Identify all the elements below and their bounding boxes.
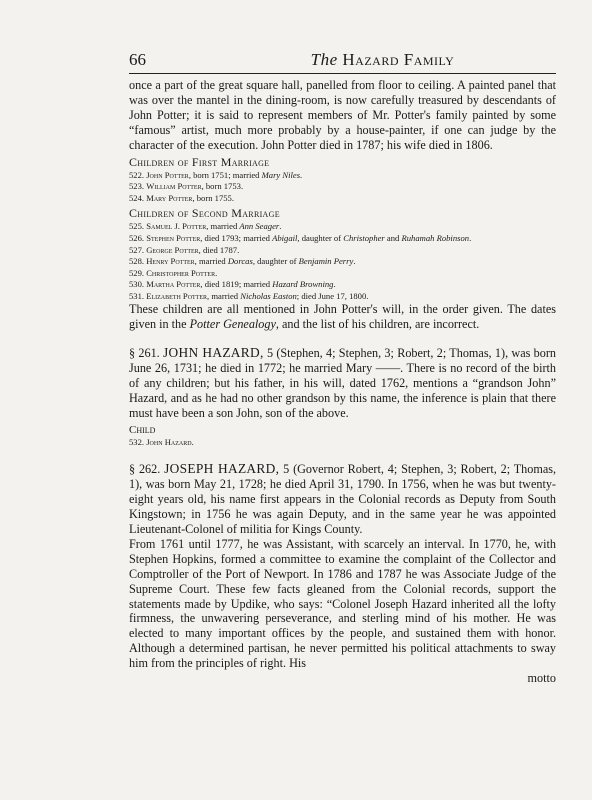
list-item [129,245,556,257]
section-262 [129,462,556,537]
item-text: . [300,169,303,180]
section-262-name: JOSEPH HAZARD, [164,461,280,477]
list-item [129,233,556,245]
second-marriage-list [129,221,556,302]
header-rule [129,73,556,74]
item-number: 528. [129,256,145,267]
item-text: , daughter of [297,232,344,243]
opening-paragraph: once a part of the great square hall, panelled from floor to ceiling. A painted panel that was over the mantel in the dining-room, is now carefully treasured by descendants of John Potter; it is said to represent members of Mr. Potter's family painted by some “famous” artist, much more probably by a house-painter, if one can judge by the character of the execution. John Potter died in 1787; his wife died in 1806. [129,78,556,152]
running-title-the: The [310,50,338,69]
item-text: and [384,232,402,243]
item-number: 527. [129,244,145,255]
item-name: Martha Potter [146,279,201,290]
child-heading: Child [129,423,156,436]
list-item [129,193,556,205]
item-name: Elizabeth Potter [146,290,208,301]
item-number: 529. [129,267,145,278]
item-italic: Ruhamah Robinson [401,232,470,243]
first-marriage-heading: Children of First Marriage [129,154,270,169]
item-italic: Hazard Browning [272,279,334,290]
item-italic: Christopher [343,232,385,243]
item-text: . [215,267,218,278]
item-number: 526. [129,232,145,243]
item-italic: Mary Niles [261,169,301,180]
list-item [129,256,556,268]
item-number: 524. [129,192,145,203]
list-item [129,181,556,193]
item-text: , married [206,221,240,232]
item-text: , died 1787. [198,244,240,255]
item-italic: Dorcas [227,256,253,267]
section-262-text: 5 (Governor Robert, 4; Stephen, 3; Robert, 2; Thomas, 1), was born May 21, 1728; he died April 31, 1790. In 1756, when he was but twenty-eight years old, his name first appears in the Colonial records as Deputy from South Kingstown; in 1756 he was again Deputy, and in the same year he was appointed Lieutenant-Colonel of militia for Kings County. [129,462,557,537]
after-list-text-b: , and the list of his children, are incorrect. [275,317,480,332]
section-261-number: § 261. [129,346,160,361]
child-list [129,437,556,449]
item-text: , died 1819; married [200,279,273,290]
item-text: . [333,279,336,290]
item-text: . [353,256,356,267]
second-marriage-heading: Children of Second Marriage [129,206,280,221]
section-261-name: JOHN HAZARD, [163,345,264,361]
list-item [129,170,556,182]
child-rest: . [191,436,194,447]
item-name: Samuel J. Potter [146,221,207,232]
page-body [129,78,556,686]
list-item [129,268,556,280]
running-header [129,50,556,72]
running-title [209,50,556,70]
item-italic: Nicholas Easton [240,290,297,301]
running-title-rest: Hazard Family [342,50,455,69]
item-italic: Abigail [272,232,298,243]
item-text: . [469,232,472,243]
item-name: Stephen Potter [146,232,201,243]
section-262-paragraph-2: From 1761 until 1777, he was Assistant, with scarcely an interval. In 1770, he, with Stephen Hopkins, formed a committee to examine the complaint of the Collector and Comptroller of the Port of Newport. In 1786 and 1787 he was Associate Judge of the Supreme Court. These few facts gleaned from the Colonial records, support the statements made by Updike, who says: “Colonel Joseph Hazard inherited all the lofty firmness, the unwavering perseverance, and sterling mind of his mother. He was elected to many important offices by the people, and sustained them with honor. Although a determined partisan, he never permitted his political attachments to sway him from the principles of right. His [129,536,556,671]
section-261 [129,346,556,421]
item-name: Mary Potter [146,192,193,203]
child-list-item [129,437,556,449]
item-number: 523. [129,181,145,192]
item-text: , born 1753. [201,181,244,192]
item-name: Henry Potter [146,256,195,267]
child-number: 532. [129,436,145,447]
potter-genealogy-title: Potter Genealogy [189,317,276,332]
after-list-paragraph [129,302,556,332]
child-name: John Hazard [146,436,192,447]
first-marriage-list [129,170,556,205]
item-name: Christopher Potter [146,267,216,278]
item-text: , died 1793; married [200,232,273,243]
section-262-number: § 262. [129,462,161,477]
item-name: William Potter [146,181,202,192]
page-number: 66 [129,50,146,69]
item-text: , born 1755. [192,192,234,203]
item-text: , daughter of [252,256,299,267]
item-text: ; died June 17, 1800. [296,290,369,301]
item-italic: Ann Seager [239,221,280,232]
item-text: , married [194,256,228,267]
item-text: , married [207,290,241,301]
list-item [129,221,556,233]
catchword: motto [527,671,556,686]
item-number: 522. [129,169,145,180]
section-261-text: 5 (Stephen, 4; Stephen, 3; Robert, 2; Thomas, 1), was born June 26, 1731; he died in 1772; he married Mary ——. There is no record of the birth of any children; but his father, in his will, dated 1762, mentions a “grandson John” Hazard, and as he had no other grandson by this name, the inference is plain that there must have been a son John, son of the above. [129,346,557,420]
item-number: 525. [129,221,145,232]
item-name: John Potter [146,169,189,180]
after-list-text-a: These children are all mentioned in John Potter's will, in the order given. The dates given in the [129,302,556,332]
item-text: , born 1751; married [188,169,262,180]
item-name: George Potter [146,244,199,255]
list-item [129,279,556,291]
list-item [129,291,556,303]
item-number: 531. [129,290,145,301]
item-number: 530. [129,279,145,290]
item-text: . [279,221,282,232]
item-italic: Benjamin Perry [298,256,354,267]
